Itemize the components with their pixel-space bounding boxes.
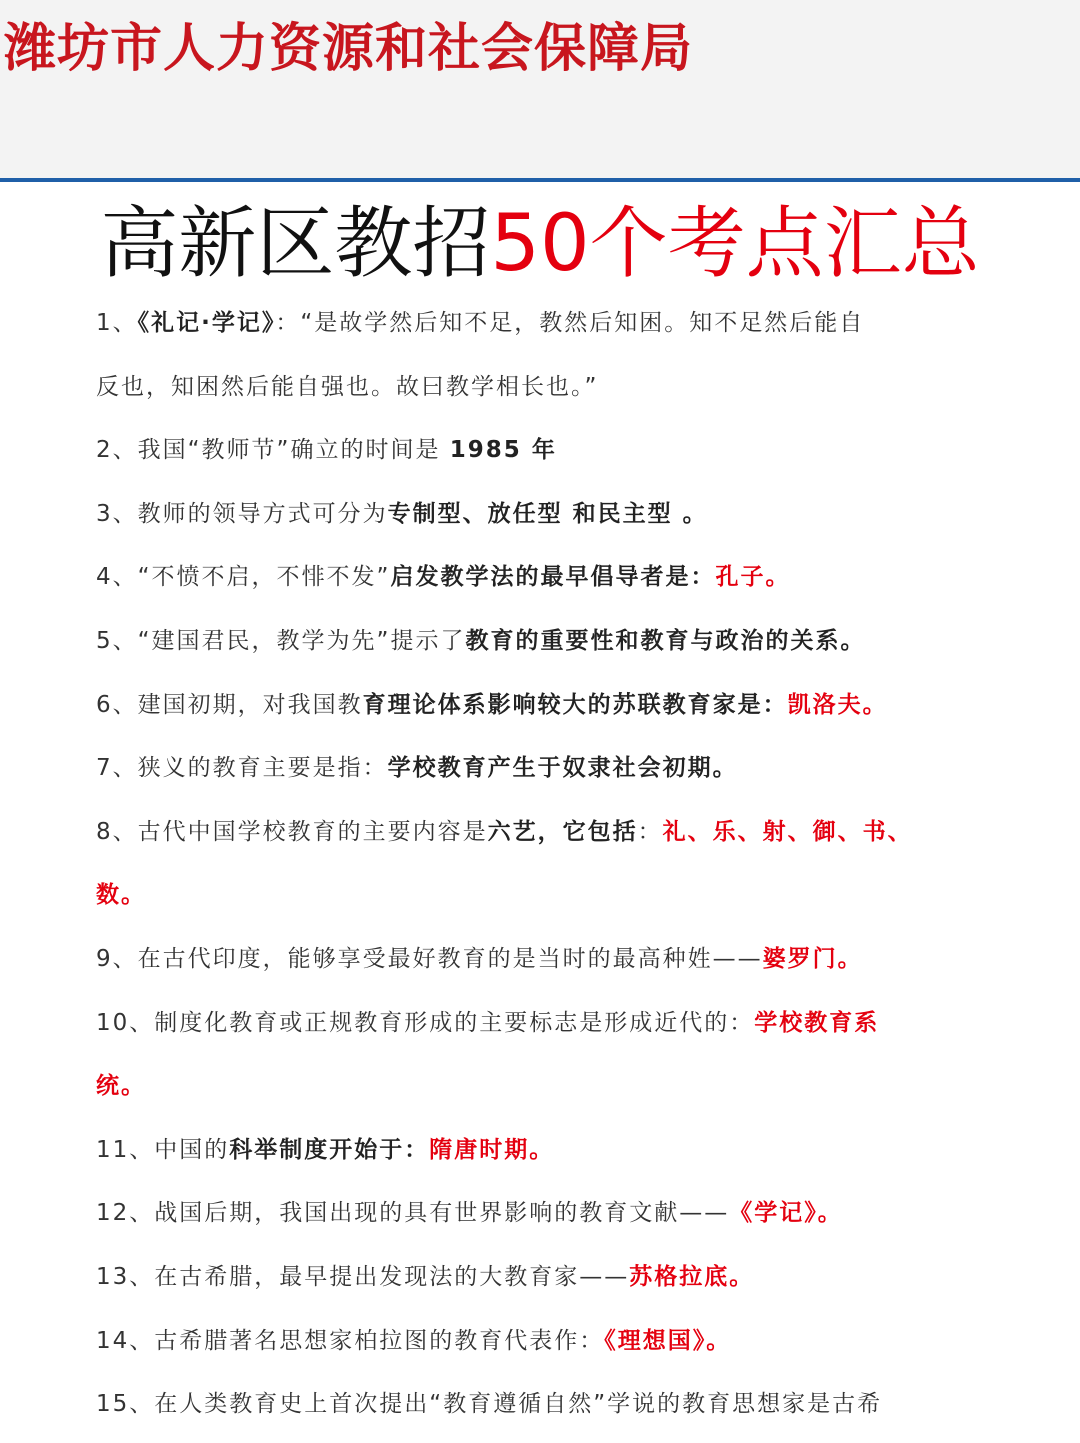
list-item bbox=[96, 674, 956, 738]
item-text: ： bbox=[637, 818, 663, 845]
item-bold: 启发教学法的最早倡导者是： bbox=[390, 564, 716, 591]
item-answer: 隋唐时期。 bbox=[429, 1136, 555, 1163]
item-answer: 凯洛夫。 bbox=[787, 691, 888, 718]
list-item bbox=[96, 610, 956, 674]
item-answer: 统。 bbox=[96, 1073, 146, 1100]
list-item bbox=[96, 801, 956, 865]
item-bold: 学校教育产生于奴隶社会初期。 bbox=[387, 755, 738, 782]
list-item-continuation bbox=[96, 1055, 956, 1119]
item-text: 建国初期，对我国教 bbox=[137, 691, 363, 718]
item-number: 3、 bbox=[96, 500, 138, 527]
page-title-black: 高新区教招 bbox=[100, 199, 491, 289]
item-answer: 《理想国》。 bbox=[604, 1327, 732, 1354]
list-item bbox=[96, 1373, 956, 1437]
item-number: 4、 bbox=[96, 564, 138, 591]
item-text: 战国后期，我国出现的具有世界影响的教育文献—— bbox=[154, 1200, 730, 1227]
list-item bbox=[96, 419, 956, 483]
list-item bbox=[96, 1119, 956, 1183]
item-text: 教师的领导方式可分为 bbox=[137, 500, 388, 527]
item-number: 12、 bbox=[96, 1200, 155, 1227]
item-text: 狭义的教育主要是指： bbox=[137, 755, 388, 782]
list-item bbox=[96, 546, 956, 610]
item-number: 2、 bbox=[96, 437, 138, 464]
list-item bbox=[96, 737, 956, 801]
item-text: “建国君民，教学为先”提示了 bbox=[137, 627, 466, 654]
list-item-continuation bbox=[96, 864, 956, 928]
item-text: 在古代印度，能够享受最好教育的是当时的最高种姓—— bbox=[137, 945, 763, 972]
item-bold: 教育的重要性和教育与政治的关系。 bbox=[465, 627, 866, 654]
list-item bbox=[96, 928, 956, 992]
item-number: 5、 bbox=[96, 627, 138, 654]
item-text: “不愤不启，不悱不发” bbox=[137, 564, 391, 591]
item-answer: 苏格拉底。 bbox=[629, 1263, 755, 1290]
site-header bbox=[0, 0, 1080, 180]
list-item bbox=[96, 1182, 956, 1246]
exam-points-list bbox=[96, 292, 956, 1437]
item-number: 15、 bbox=[96, 1391, 155, 1418]
item-number: 11、 bbox=[96, 1136, 155, 1163]
header-divider bbox=[0, 178, 1080, 182]
item-answer: 《学记》。 bbox=[729, 1200, 843, 1227]
page-title-red: 50个考点汇总 bbox=[490, 199, 980, 289]
list-item-continuation bbox=[96, 356, 956, 420]
item-answer: 孔子。 bbox=[715, 564, 791, 591]
item-bold: 科举制度开始于： bbox=[229, 1136, 430, 1163]
item-answer: 礼、乐、射、御、书、 bbox=[662, 818, 913, 845]
list-item bbox=[96, 292, 956, 356]
item-number: 9、 bbox=[96, 945, 138, 972]
item-text: 反也，知困然后能自强也。故曰教学相长也。” bbox=[96, 373, 599, 400]
item-number: 14、 bbox=[96, 1327, 155, 1354]
item-text: 制度化教育或正规教育形成的主要标志是形成近代的： bbox=[154, 1009, 755, 1036]
item-number: 6、 bbox=[96, 691, 138, 718]
list-item bbox=[96, 1310, 956, 1374]
item-text: 在古希腊，最早提出发现法的大教育家—— bbox=[154, 1263, 630, 1290]
item-text: 古代中国学校教育的主要内容是 bbox=[137, 818, 488, 845]
item-answer: 婆罗门。 bbox=[762, 945, 863, 972]
page-title bbox=[0, 198, 1080, 290]
item-bold: 专制型、放任型 和民主型 。 bbox=[387, 500, 708, 527]
item-text: 我国“教师节”确立的时间是 bbox=[137, 437, 441, 464]
item-number: 10、 bbox=[96, 1009, 155, 1036]
item-bold: 1985 年 bbox=[449, 437, 557, 464]
item-bold: 《礼记·学记》 bbox=[137, 310, 276, 336]
item-number: 7、 bbox=[96, 755, 138, 782]
item-text: 中国的 bbox=[154, 1136, 230, 1163]
item-number: 13、 bbox=[96, 1263, 155, 1290]
item-text: ：“是故学然后知不足，教然后知困。知不足然后能自 bbox=[275, 310, 865, 336]
item-text: 在人类教育史上首次提出“教育遵循自然”学说的教育思想家是古希 bbox=[154, 1391, 883, 1418]
list-item bbox=[96, 1246, 956, 1310]
site-title: 潍坊市人力资源和社会保障局 bbox=[4, 18, 694, 79]
item-number: 1、 bbox=[96, 310, 138, 336]
item-bold: 六艺，它包括 bbox=[487, 818, 638, 845]
list-item bbox=[96, 992, 956, 1056]
list-item bbox=[96, 483, 956, 547]
item-number: 8、 bbox=[96, 818, 138, 845]
item-bold: 育理论体系影响较大的苏联教育家是： bbox=[362, 691, 788, 718]
item-answer: 学校教育系 bbox=[754, 1009, 880, 1036]
item-text: 古希腊著名思想家柏拉图的教育代表作： bbox=[154, 1327, 605, 1354]
item-answer: 数。 bbox=[96, 882, 146, 909]
